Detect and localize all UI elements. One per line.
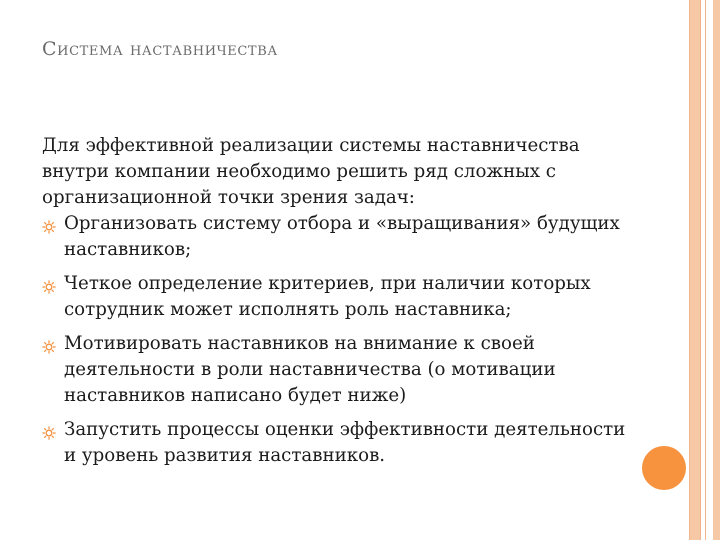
list-item bbox=[42, 211, 632, 263]
list-item bbox=[42, 331, 632, 409]
sun-bullet-icon bbox=[42, 422, 56, 436]
bullet-text: Четкое определение критериев, при наличии которых сотрудник может исполнять роль наставника; bbox=[64, 273, 591, 320]
intro-paragraph: Для эффективной реализации системы наставничества внутри компании необходимо решить ряд сложных с организационной точки зрения задач: bbox=[42, 135, 580, 208]
bullet-text: Запустить процессы оценки эффективности деятельности и уровень развития наставников. bbox=[64, 419, 626, 466]
bullet-list bbox=[42, 211, 632, 469]
decorative-side-band bbox=[689, 0, 701, 540]
list-item bbox=[42, 271, 632, 323]
sun-bullet-icon bbox=[42, 276, 56, 290]
list-item bbox=[42, 417, 632, 469]
decorative-side-edge bbox=[713, 0, 720, 540]
slide-body bbox=[42, 133, 632, 469]
decorative-side-line bbox=[705, 0, 706, 540]
bullet-text: Организовать систему отбора и «выращивания» будущих наставников; bbox=[64, 213, 620, 260]
decorative-orange-circle bbox=[642, 446, 686, 490]
slide-title: Система наставничества bbox=[42, 38, 278, 60]
sun-bullet-icon bbox=[42, 216, 56, 230]
sun-bullet-icon bbox=[42, 336, 56, 350]
bullet-text: Мотивировать наставников на внимание к своей деятельности в роли наставничества (о мотивации наставников написано будет ниже) bbox=[64, 333, 556, 406]
